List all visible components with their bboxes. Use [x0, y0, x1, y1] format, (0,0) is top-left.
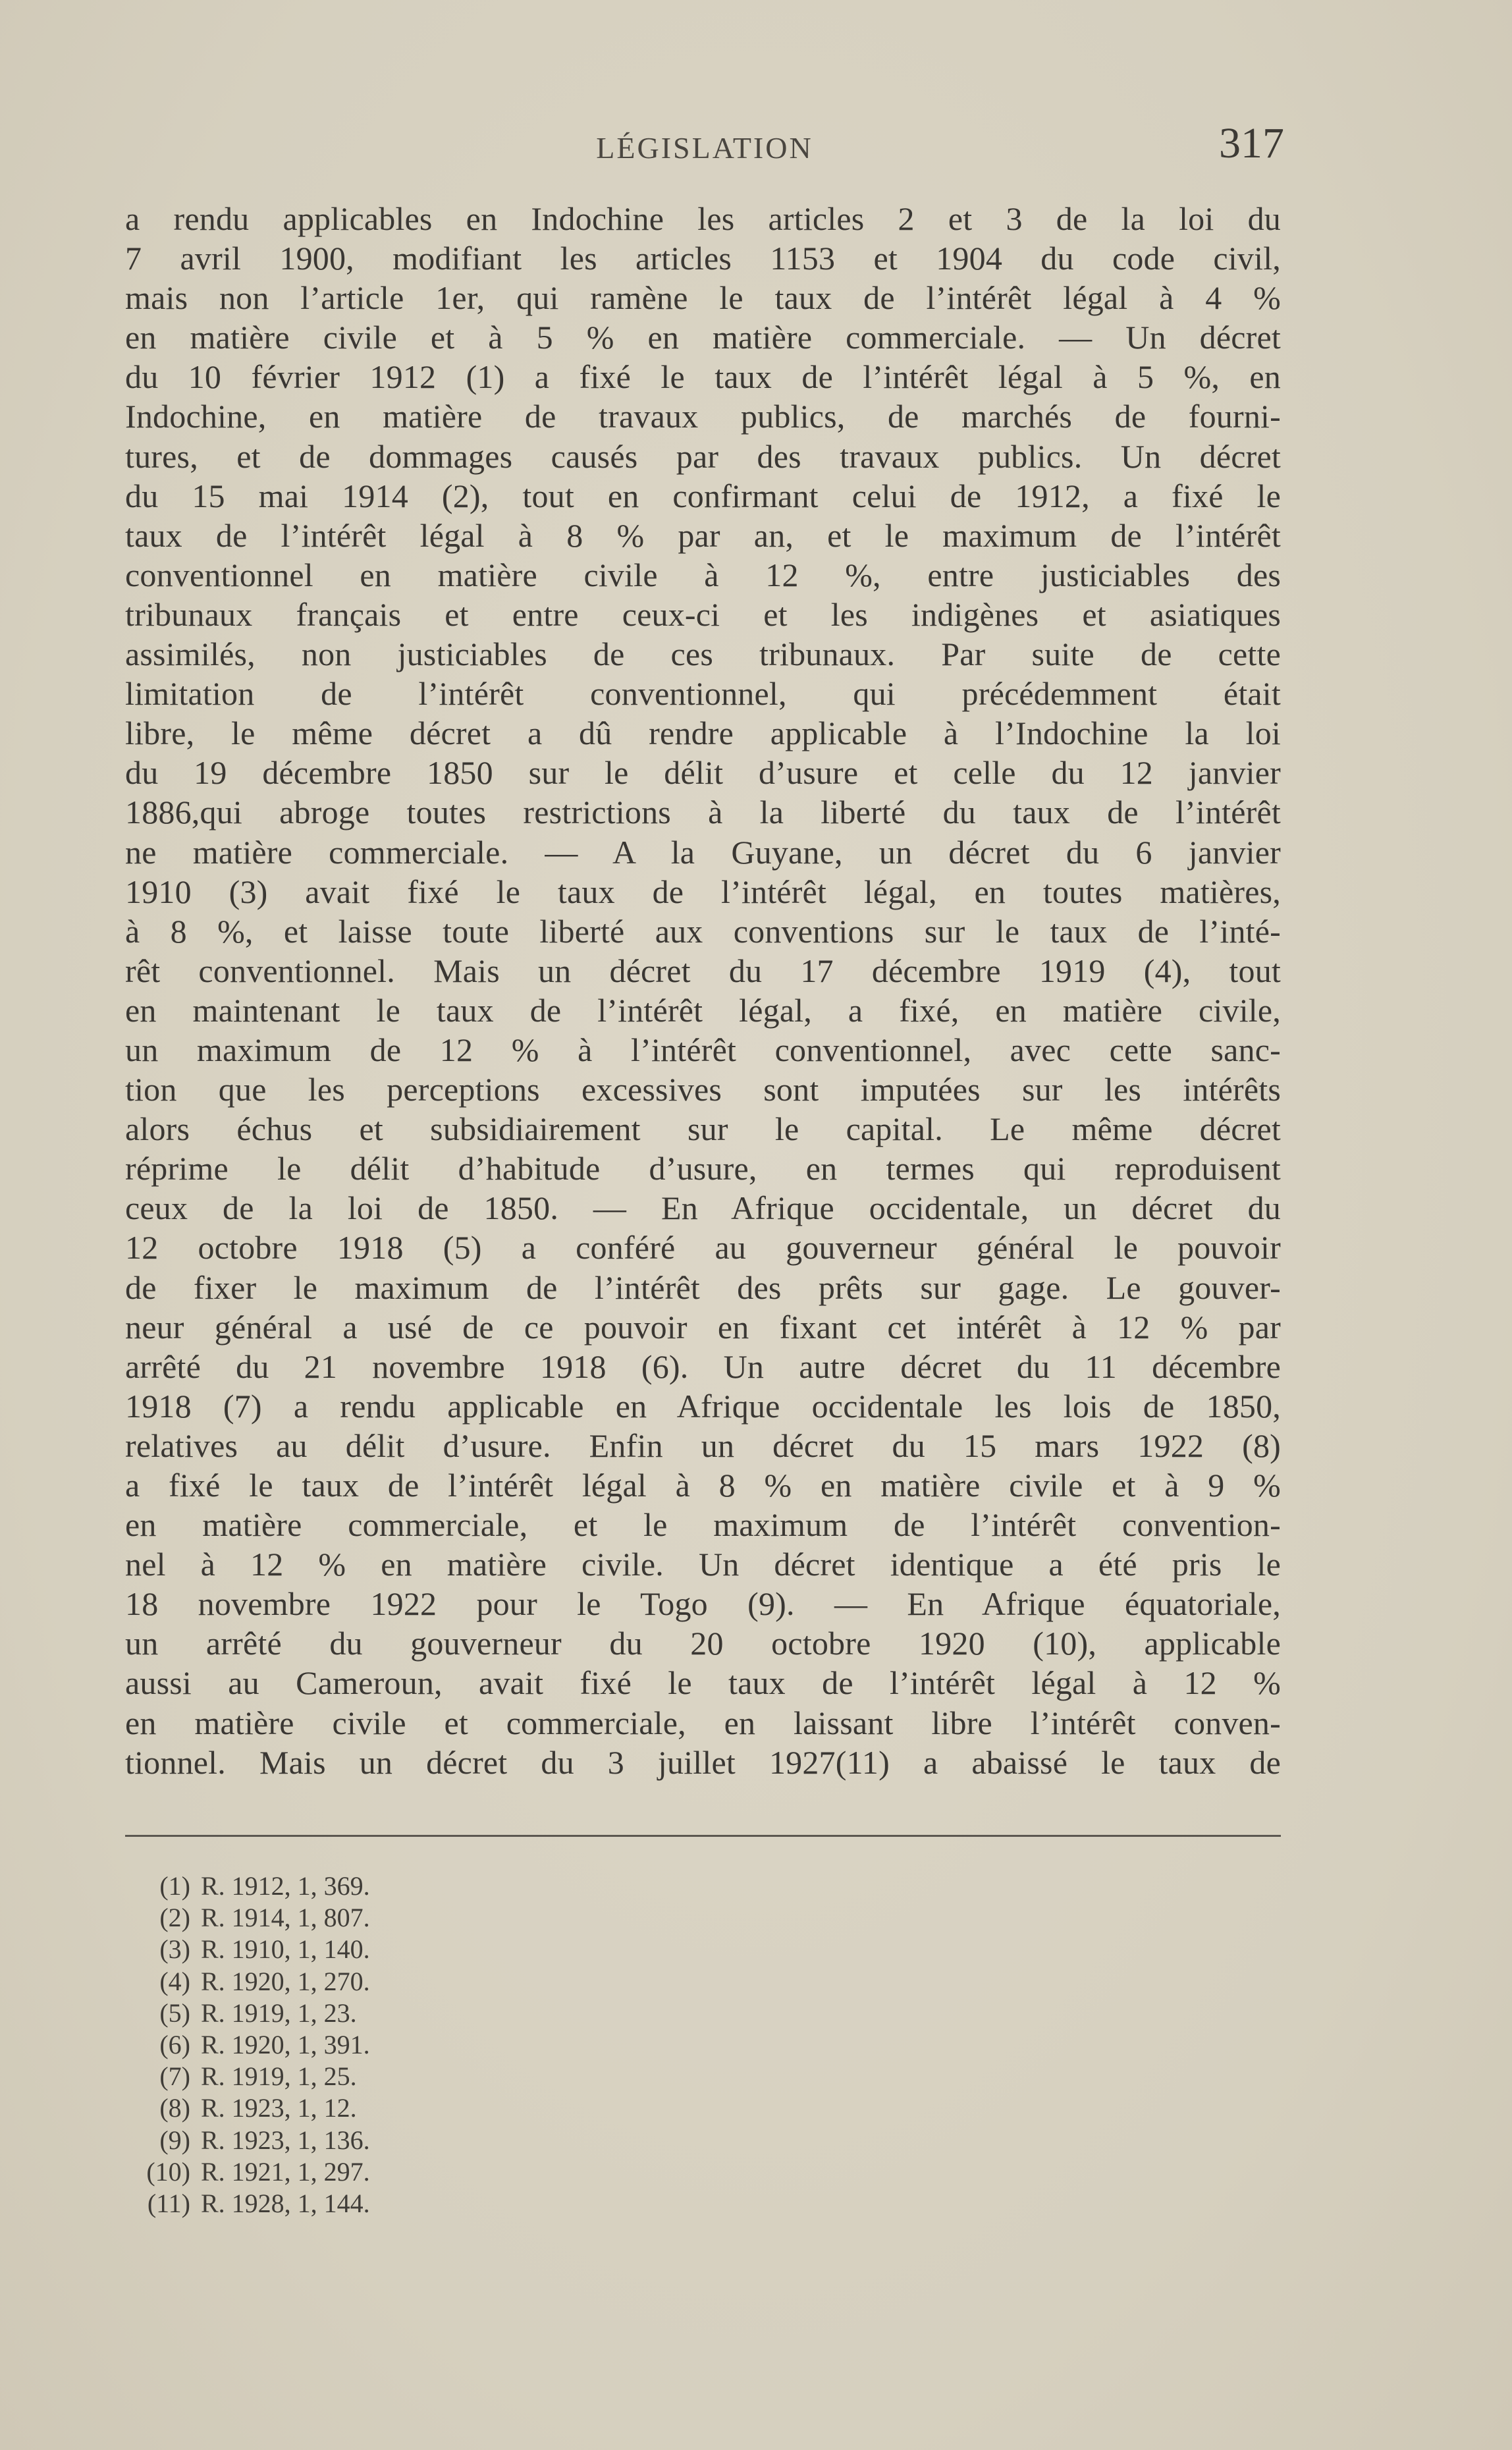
footnote-number: (5) [159, 1998, 190, 2028]
footnote-reference: R. 1920, 1, 391. [201, 2029, 370, 2059]
running-title: LÉGISLATION [596, 131, 813, 165]
body-line: tionnel. Mais un décret du 3 juillet 1927(11) a abaissé le taux de [125, 1743, 1281, 1781]
footnote [135, 1870, 596, 1902]
body-line: limitation de l’intérêt conventionnel, qui précédemment était [125, 675, 1281, 713]
footnote [135, 1998, 596, 2029]
body-line: taux de l’intérêt légal à 8 % par an, et le maximum de l’intérêt [125, 516, 1281, 554]
footnote [135, 1934, 596, 1965]
body-line: réprime le délit d’habitude d’usure, en termes qui reproduisent [125, 1150, 1281, 1187]
footnote-reference: R. 1912, 1, 369. [201, 1871, 370, 1901]
page-number: 317 [1219, 119, 1284, 167]
footnote-reference: R. 1923, 1, 136. [201, 2125, 370, 2155]
body-line: aussi au Cameroun, avait fixé le taux de l’intérêt légal à 12 % [125, 1664, 1281, 1702]
body-line: de fixer le maximum de l’intérêt des prêts sur gage. Le gouver- [125, 1268, 1281, 1306]
footnote-number: (9) [159, 2125, 190, 2155]
footnote-number: (2) [159, 1903, 190, 1933]
footnote-reference: R. 1910, 1, 140. [201, 1934, 370, 1965]
body-line: rêt conventionnel. Mais un décret du 17 décembre 1919 (4), tout [125, 952, 1281, 989]
body-line: du 19 décembre 1850 sur le délit d’usure et celle du 12 janvier [125, 754, 1281, 792]
body-line: alors échus et subsidiairement sur le capital. Le même décret [125, 1110, 1281, 1148]
footnote [135, 2156, 596, 2188]
footnote-reference: R. 1928, 1, 144. [201, 2188, 370, 2218]
footnote-reference: R. 1919, 1, 23. [201, 1998, 357, 2028]
body-line: 18 novembre 1922 pour le Togo (9). — En Afrique équatoriale, [125, 1585, 1281, 1623]
body-line: tures, et de dommages causés par des travaux publics. Un décret [125, 437, 1281, 475]
footnote-number: (10) [146, 2156, 190, 2187]
body-text [125, 199, 1281, 1782]
footnote-reference: R. 1921, 1, 297. [201, 2156, 370, 2187]
body-line: tribunaux français et entre ceux-ci et les indigènes et asiatiques [125, 595, 1281, 633]
footnote-number: (7) [159, 2061, 190, 2092]
body-line: conventionnel en matière civile à 12 %, entre justiciables des [125, 556, 1281, 593]
footnote [135, 2188, 596, 2219]
footnote-rule [125, 1835, 1281, 1837]
body-line: 7 avril 1900, modifiant les articles 1153 et 1904 du code civil, [125, 240, 1281, 277]
body-line: relatives au délit d’usure. Enfin un décret du 15 mars 1922 (8) [125, 1427, 1281, 1464]
body-line: à 8 %, et laisse toute liberté aux conventions sur le taux de l’inté- [125, 912, 1281, 950]
footnote [135, 1902, 596, 1934]
body-line: 1910 (3) avait fixé le taux de l’intérêt légal, en toutes matières, [125, 873, 1281, 910]
footnote [135, 2125, 596, 2156]
body-line: ne matière commerciale. — A la Guyane, un décret du 6 janvier [125, 833, 1281, 871]
body-line: ceux de la loi de 1850. — En Afrique occidentale, un décret du [125, 1189, 1281, 1227]
body-line: mais non l’article 1er, qui ramène le taux de l’intérêt légal à 4 % [125, 279, 1281, 317]
body-line: arrêté du 21 novembre 1918 (6). Un autre décret du 11 décembre [125, 1348, 1281, 1385]
body-line: tion que les perceptions excessives sont imputées sur les intérêts [125, 1071, 1281, 1108]
body-line: a rendu applicables en Indochine les articles 2 et 3 de la loi du [125, 200, 1281, 237]
footnotes [135, 1870, 596, 2219]
footnote [135, 1966, 596, 1998]
footnote-number: (6) [159, 2029, 190, 2059]
footnote-reference: R. 1920, 1, 270. [201, 1966, 370, 1996]
footnote-number: (11) [147, 2188, 190, 2218]
footnote-number: (8) [159, 2093, 190, 2123]
footnote [135, 2061, 596, 2092]
body-line: en matière civile et commerciale, en laissant libre l’intérêt conven- [125, 1704, 1281, 1741]
body-line: un arrêté du gouverneur du 20 octobre 1920 (10), applicable [125, 1625, 1281, 1662]
footnote [135, 2092, 596, 2124]
body-line: en matière civile et à 5 % en matière commerciale. — Un décret [125, 319, 1281, 356]
footnote-number: (3) [159, 1934, 190, 1965]
body-line: neur général a usé de ce pouvoir en fixant cet intérêt à 12 % par [125, 1308, 1281, 1346]
body-line: 1918 (7) a rendu applicable en Afrique occidentale les lois de 1850, [125, 1387, 1281, 1425]
body-line: en matière commerciale, et le maximum de l’intérêt convention- [125, 1506, 1281, 1544]
footnote-reference: R. 1914, 1, 807. [201, 1903, 370, 1933]
body-line: 12 octobre 1918 (5) a conféré au gouverneur général le pouvoir [125, 1229, 1281, 1266]
body-line: assimilés, non justiciables de ces tribunaux. Par suite de cette [125, 636, 1281, 673]
running-head [125, 119, 1284, 171]
body-line: du 15 mai 1914 (2), tout en confirmant celui de 1912, a fixé le [125, 477, 1281, 514]
body-line: Indochine, en matière de travaux publics, de marchés de fourni- [125, 398, 1281, 435]
body-line: en maintenant le taux de l’intérêt légal, a fixé, en matière civile, [125, 991, 1281, 1029]
body-line: libre, le même décret a dû rendre applicable à l’Indochine la loi [125, 715, 1281, 752]
footnote [135, 2029, 596, 2061]
body-line: 1886,qui abroge toutes restrictions à la liberté du taux de l’intérêt [125, 794, 1281, 831]
footnote-reference: R. 1919, 1, 25. [201, 2061, 357, 2092]
body-line: un maximum de 12 % à l’intérêt conventionnel, avec cette sanc- [125, 1031, 1281, 1068]
footnote-reference: R. 1923, 1, 12. [201, 2093, 357, 2123]
body-line: nel à 12 % en matière civile. Un décret identique a été pris le [125, 1546, 1281, 1583]
body-line: a fixé le taux de l’intérêt légal à 8 % en matière civile et à 9 % [125, 1467, 1281, 1504]
body-line: du 10 février 1912 (1) a fixé le taux de l’intérêt légal à 5 %, en [125, 358, 1281, 396]
footnote-number: (1) [159, 1871, 190, 1901]
footnote-number: (4) [159, 1966, 190, 1996]
